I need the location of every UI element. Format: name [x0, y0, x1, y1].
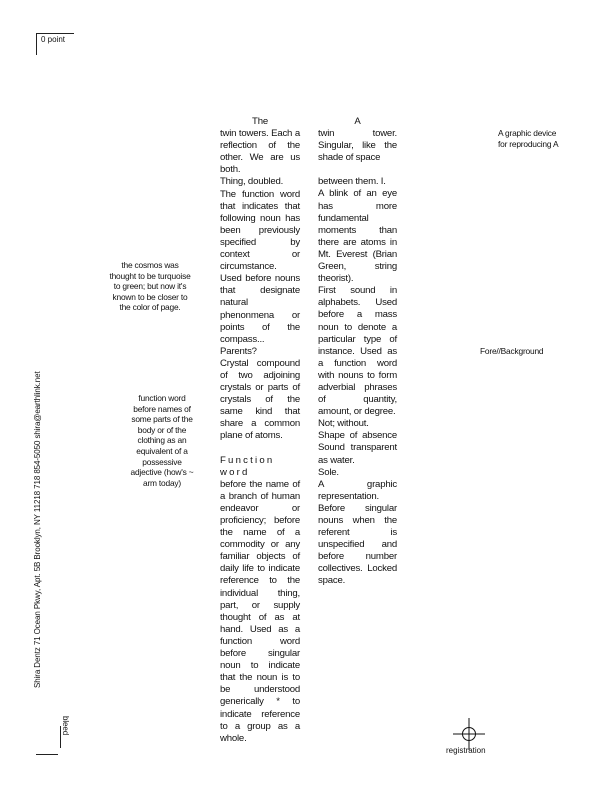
column-one-paragraph: Crystal compound of two adjoining crystals or parts of crystals of the same kind that share a common plane of atoms.	[220, 357, 300, 442]
bleed-mark-horizontal	[36, 754, 58, 755]
registration-label: registration	[446, 746, 486, 755]
zero-point-mark-horizontal	[36, 33, 74, 34]
column-two-paragraph: Not; without.	[318, 418, 369, 430]
fore-background-note: Fore//Background	[480, 346, 544, 356]
column-two-paragraph: twin tower. Singular, like the shade of space	[318, 128, 397, 164]
column-one-heading: Function word	[220, 454, 275, 478]
column-two	[318, 116, 397, 588]
zero-point-label: 0 point	[41, 35, 66, 44]
column-two-paragraph: A graphic representation.	[318, 478, 397, 502]
column-two-paragraph: First sound in alphabets. Used before a mass noun to denote a particular type of instance. Used as a function word with nouns to form adverbial phrases of quantity, amount, or degree.	[318, 285, 397, 418]
column-two-paragraph: A blink of an eye has more fundamental moments than there are atoms in Mt. Everest (Brian Green, string theorist).	[318, 188, 397, 285]
column-one-paragraph: Thing, doubled.	[220, 176, 284, 188]
column-two-paragraph: Before singular nouns when the referent is unspecified and before number collectives. Locked space.	[318, 502, 397, 587]
column-two-title: A	[354, 116, 361, 127]
column-one-paragraph: before the name of a branch of human endeavor or proficiency; before the name of a commodity or any familiar objects of daily life to indicate reference to the individual thing, part, or supply thought of as at hand. Used as a function word before singular noun to indicate that the noun is to be understood generically * to indicate reference to a group as a whole.	[220, 478, 300, 744]
cosmos-note: the cosmos was thought to be turquoise to green; but now it's known to be closer to the color of page.	[109, 260, 191, 313]
zero-point-mark-vertical	[36, 33, 37, 55]
column-two-paragraph: Sole.	[318, 466, 339, 478]
column-two-paragraph: between them. I.	[318, 176, 386, 188]
column-one-paragraph: Parents?	[220, 345, 257, 357]
function-word-note: function word before names of some parts of the body or of the clothing as an equivalent of a possessive adjective (how's ~ arm today)	[130, 393, 194, 488]
address-line: Shira Dentz 71 Ocean Pkwy, Apt. 5B Brooklyn, NY 11218 718 854-5050 shira@earthlink.net	[33, 371, 42, 688]
column-one-paragraph: twin towers. Each a reflection of the other. We are us both.	[220, 128, 300, 176]
column-two-paragraph: Shape of absence Sound transparent as water.	[318, 430, 397, 466]
column-one-title: The	[252, 116, 268, 127]
column-two-spacer	[318, 164, 397, 176]
column-one	[220, 116, 300, 745]
column-one-paragraph: The function word that indicates that following noun has been previously specified by context or circumstance. Used before nouns that designate natural phenonmena or points of the compass...	[220, 188, 300, 345]
graphic-device-note: A graphic device for reproducing A	[498, 128, 559, 149]
column-one-spacer	[220, 443, 300, 455]
bleed-label: bleed	[61, 716, 70, 736]
